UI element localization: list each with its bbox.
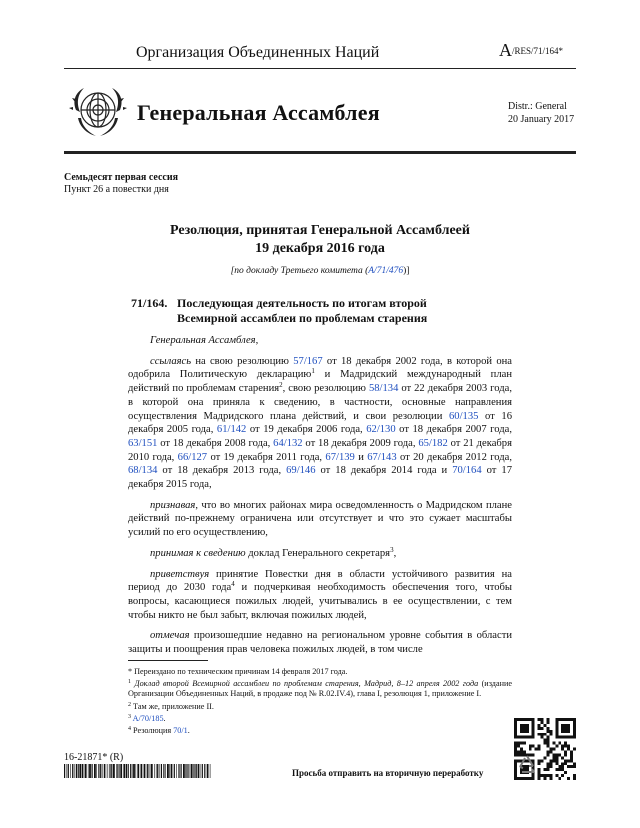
report-suffix: )]: [403, 266, 410, 276]
resolution-number: 71/164.: [131, 296, 168, 310]
footnote-ref[interactable]: 4: [231, 580, 235, 589]
resolution-heading-line1: Резолюция, принятая Генеральной Ассамблеей: [170, 223, 470, 238]
resolution-link[interactable]: 57/167: [293, 355, 323, 367]
footnotes: [128, 667, 512, 738]
footnote-ref[interactable]: 1: [311, 367, 315, 376]
committee-report: [64, 266, 576, 276]
resolution-link[interactable]: 58/134: [368, 383, 399, 395]
barcode-icon: [64, 764, 212, 778]
resolution-heading: [64, 222, 576, 258]
resolution-title: [177, 296, 507, 326]
agenda-item: Пункт 26 а повестки дня: [64, 184, 169, 195]
resolution-link[interactable]: 62/130: [366, 424, 396, 436]
resolution-title-line2: Всемирной ассамблеи по проблемам старения: [177, 311, 428, 325]
issue-date: 20 January 2017: [508, 114, 575, 125]
footnote-rule: [128, 660, 208, 661]
resolution-link[interactable]: 66/127: [177, 451, 208, 463]
recycle-icon: [514, 752, 540, 778]
footnote-ref[interactable]: 2: [279, 381, 283, 390]
resolution-link[interactable]: 68/134: [128, 465, 158, 477]
paragraph-recognizing: признавая, что во многих районах мира осведомленность о Мадридском плане действий по-прежнему ограничена или отсутствует и что это сужает масштабы усилий по его осуществлению,: [128, 499, 512, 539]
preamble-opening: Генеральная Ассамблея,: [150, 335, 259, 346]
report-link[interactable]: A/71/476: [368, 266, 404, 276]
recycle-note: Просьба отправить на вторичную переработку: [292, 768, 484, 778]
resolution-heading-line2: 19 декабря 2016 года: [255, 241, 385, 256]
footnote-3: $^3$ A/70/185.: [128, 713, 166, 723]
footnote-1: $^1$ Доклад второй Всемирной ассамблеи по проблемам старения, Мадрид, 8–12 апреля 2002 года (издание Организации Объединенных Наций, в продаже под № R.02.IV.4), глава I, резолюция 1, приложение I.: [128, 679, 512, 699]
footnote-4: $^4$ Резолюция 70/1.: [128, 726, 190, 736]
paragraph-recalling: ссылаясь на свою резолюцию 57/167 от 18 декабря 2002 года, в которой она одобрила Политическую декларацию$^1$ и Мадридский международный план действий по проблемам старения$^2$, свою резолюцию 58/134 от 22 декабря 2003 года, в которой она приняла к сведению, в частности, основные направления осуществления Мадридского плана действий, и свои резолюции 60/135 от 16 декабря 2005 года, 61/142 от 19 декабря 2006 года, 62/130 от 18 декабря 2007 года, 63/151 от 18 декабря 2008 года, 64/132 от 18 декабря 2009 года, 65/182 от 21 декабря 2010 года, 66/127 от 19 декабря 2011 года, 67/139 и 67/143 от 20 декабря 2012 года, 68/134 от 18 декабря 2013 года, 69/146 от 18 декабря 2014 года и 70/164 от 17 декабря 2015 года,: [128, 355, 513, 491]
footnote-link[interactable]: A/70/185: [132, 713, 164, 723]
resolution-link[interactable]: 61/142: [216, 424, 247, 436]
paragraph-noting: отмечая произошедшие недавно на региональном уровне события в области защиты и поощрения прав человека пожилых людей, в том числе: [128, 630, 512, 656]
resolution-link[interactable]: 60/135: [448, 410, 479, 422]
paragraph-welcoming: приветствуя принятие Повестки дня в области устойчивого развития на период до 2030 года$^4$ и подчеркивая необходимость обеспечения того, чтобы вопросы, касающиеся пожилых людей, учитывались в ее осуществлении, с тем чтобы никто не был забыт, включая пожилых людей,: [128, 568, 512, 621]
session-info: [64, 172, 178, 196]
resolution-link[interactable]: 64/132: [273, 437, 303, 449]
resolution-link[interactable]: 69/146: [286, 465, 316, 477]
footnote-star: * Переиздано по техническим причинам 14 февраля 2017 года.: [128, 667, 348, 676]
resolution-link[interactable]: 63/151: [128, 437, 158, 449]
resolution-title-line1: Последующая деятельность по итогам второй: [177, 296, 427, 310]
general-assembly-title: Генеральная Ассамблея: [137, 100, 380, 125]
paragraph-taking-note: принимая к сведению доклад Генерального секретаря$^3$,: [150, 545, 397, 559]
resolution-link[interactable]: 70/164: [452, 465, 482, 477]
resolution-body: [128, 334, 512, 664]
un-emblem-icon: [66, 80, 130, 144]
report-prefix: [по докладу Третьего комитета (: [230, 266, 369, 276]
footnote-2: $^2$ Там же, приложение II.: [128, 701, 214, 711]
resolution-link[interactable]: 65/182: [418, 437, 448, 449]
resolution-link[interactable]: 67/143: [367, 451, 397, 463]
header-rule: [64, 68, 576, 69]
distribution-block: [508, 100, 574, 126]
session-name: Семьдесят первая сессия: [64, 172, 179, 183]
footnote-link[interactable]: 70/1: [173, 726, 188, 736]
resolution-link[interactable]: 67/139: [325, 451, 355, 463]
distribution: Distr.: General: [508, 101, 567, 112]
document-number: 16-21871* (R): [64, 752, 124, 763]
document-symbol: A/RES/71/164*: [499, 40, 564, 60]
header-thick-rule: [64, 151, 576, 154]
footnote-ref[interactable]: 3: [390, 545, 394, 554]
organization-name: Организация Объединенных Наций: [136, 44, 380, 61]
